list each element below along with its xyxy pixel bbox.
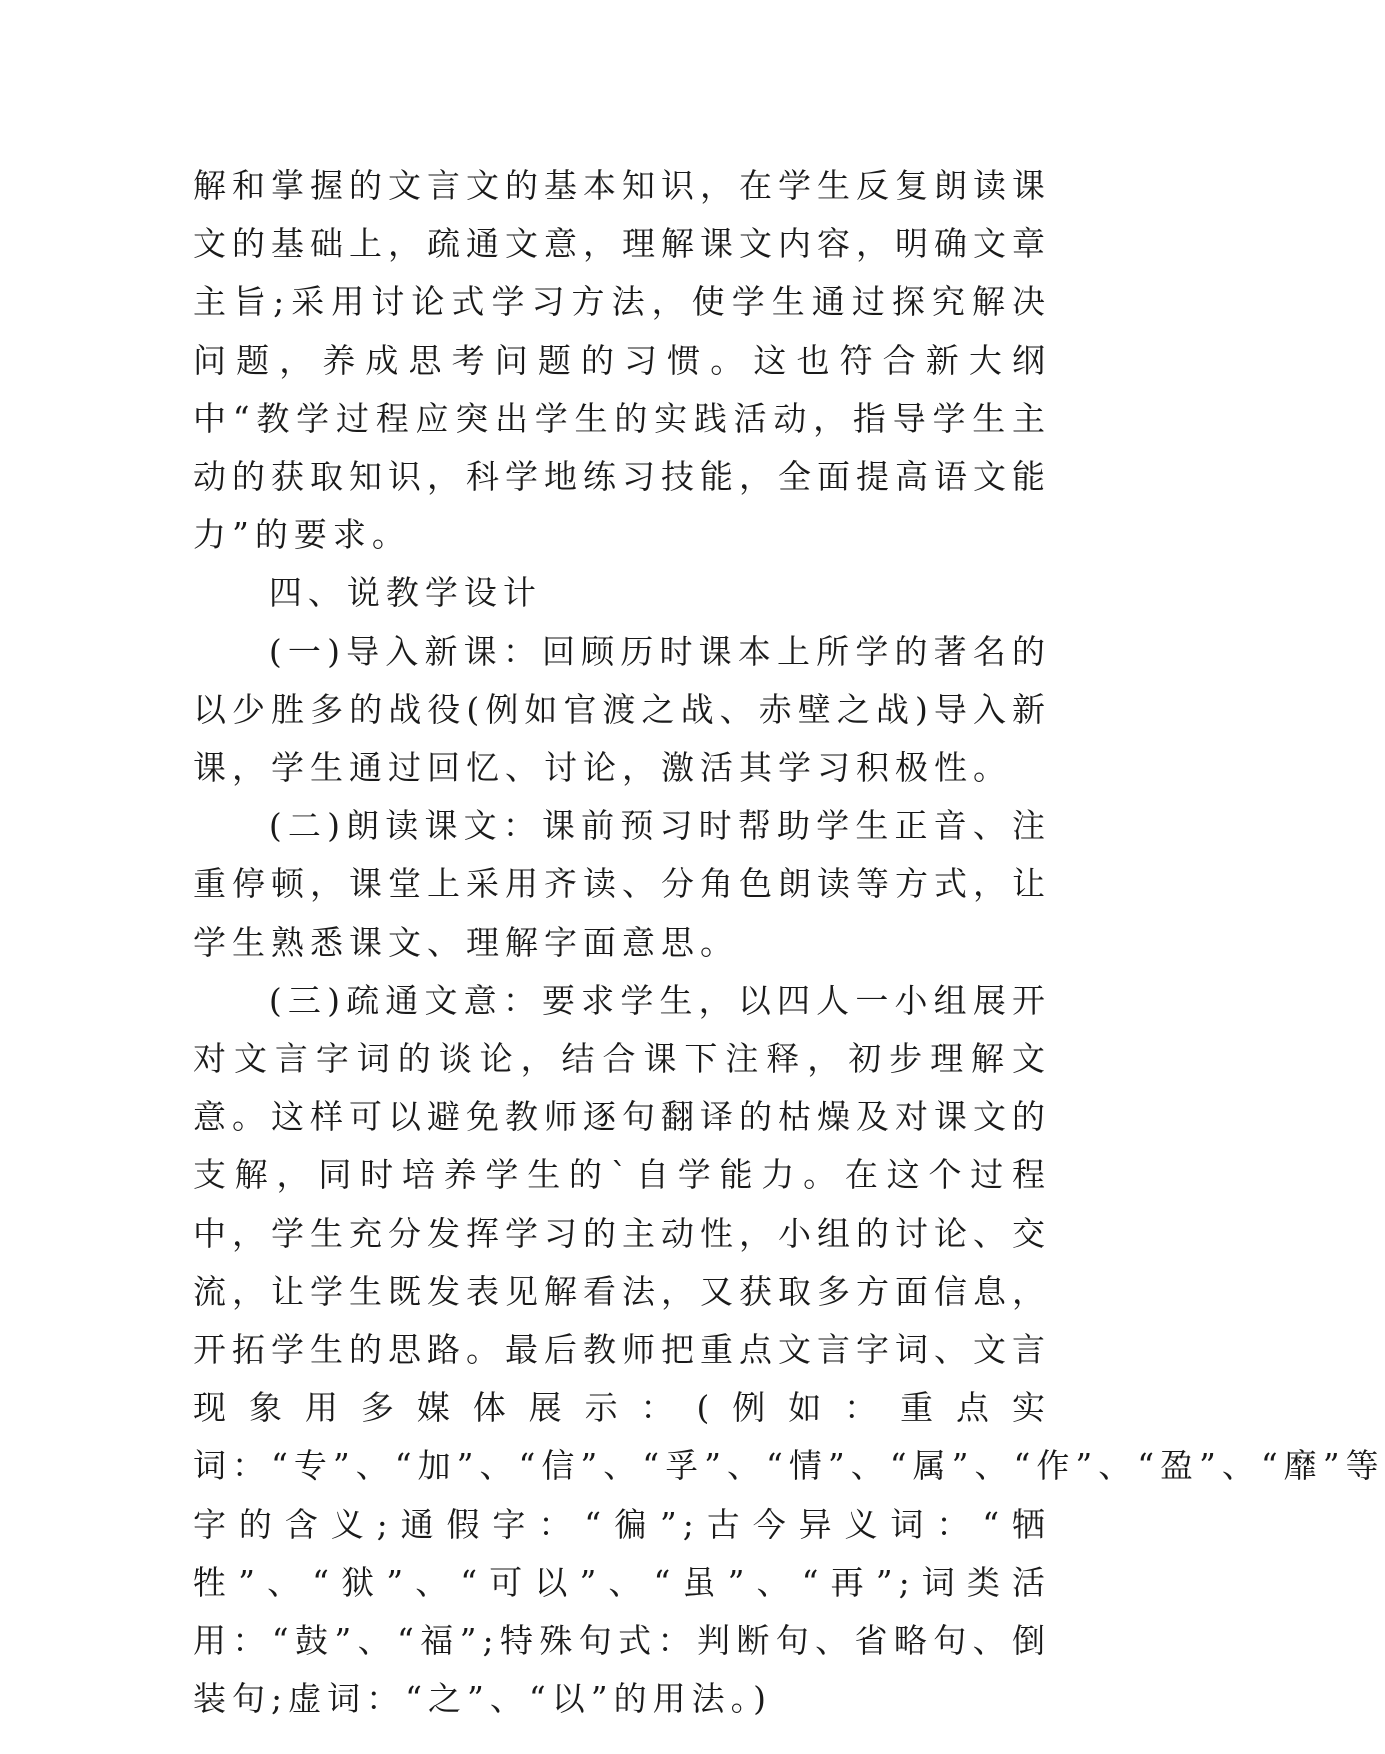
paragraph-intro-new-lesson: (一)导入新课：回顾历时课本上所学的著名的以少胜多的战役(例如官渡之战、赤壁之战)导入新课，学生通过回忆、讨论，激活其学习积极性。 xyxy=(193,631,1051,788)
section-heading-teaching-design: 四、说教学设计 xyxy=(268,573,542,613)
paragraph-understanding-meaning: (三)疏通文意：要求学生，以四人一小组展开对文言字词的谈论，结合课下注释，初步理解文意。这样可以避免教师逐句翻译的枯燥及对课文的支解，同时培养学生的`自学能力。在这个过程中，学生充分发挥学习的主动性，小组的讨论、交流，让学生既发表见解看法，又获取多方面信息，开拓学生的思路。最后教师把重点文言字词、文言现象用多媒体展示：(例如：重点实词：“专”、“加”、“信”、“孚”、“情”、“属”、“作”、“盈”、“靡”等字的含义;通假字：“徧”;古今异义词：“牺牲”、“狱”、“可以”、“虽”、“再”;词类活用：“鼓”、“福”;特殊句式：判断句、省略句、倒装句;虚词：“之”、“以”的用法。) xyxy=(193,980,1385,1719)
paragraph-continuation: 解和掌握的文言文的基本知识，在学生反复朗读课文的基础上，疏通文意，理解课文内容，明确文章主旨;采用讨论式学习方法，使学生通过探究解决问题，养成思考问题的习惯。这也符合新大纲中“教学过程应突出学生的实践活动，指导学生主动的获取知识，科学地练习技能，全面提高语文能力”的要求。 xyxy=(193,166,1051,555)
document-body xyxy=(193,157,1385,1728)
paragraph-reading-text: (二)朗读课文：课前预习时帮助学生正音、注重停顿，课堂上采用齐读、分角色朗读等方式，让学生熟悉课文、理解字面意思。 xyxy=(193,806,1051,962)
